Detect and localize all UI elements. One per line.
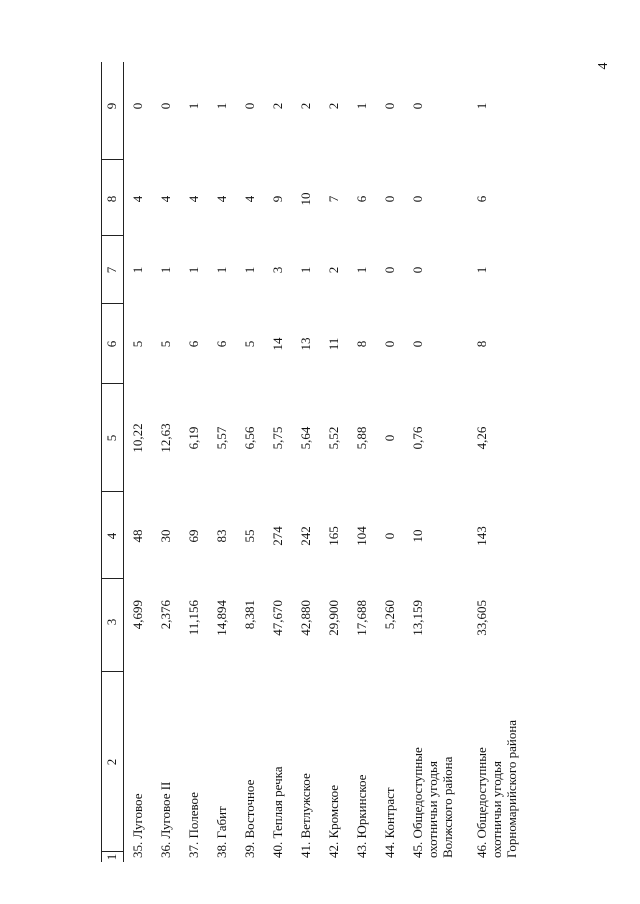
cell-col4: 48	[130, 529, 145, 543]
cell-col7: 1	[242, 266, 257, 274]
cell-area: 13,159	[410, 600, 425, 636]
cell-col9: 0	[410, 102, 425, 110]
cell-col5: 4,26	[474, 426, 489, 450]
cell-area: 14,894	[214, 600, 229, 636]
cell-col6: 14	[270, 337, 285, 351]
cell-col8: 6	[354, 195, 369, 203]
table-top-border	[101, 62, 102, 862]
row-name: 37. Полевое	[186, 792, 201, 858]
table-row	[474, 62, 519, 862]
cell-col8: 4	[186, 195, 201, 203]
cell-area: 4,699	[130, 600, 145, 630]
rotated-table	[101, 62, 640, 862]
cell-col7: 1	[214, 266, 229, 274]
cell-col9: 0	[158, 102, 173, 110]
cell-col4: 30	[158, 529, 173, 543]
cell-col5: 10,22	[130, 423, 145, 453]
cell-col7: 2	[326, 266, 341, 274]
table-row	[214, 62, 229, 862]
cell-area: 8,381	[242, 600, 257, 630]
cell-col4: 83	[214, 529, 229, 543]
table-row	[186, 62, 201, 862]
cell-col5: 5,75	[270, 426, 285, 450]
header-col-4: 4	[104, 532, 119, 540]
cell-col6: 0	[382, 340, 397, 348]
cell-col4: 104	[354, 526, 369, 546]
header-col-8: 8	[104, 195, 119, 203]
table-row	[270, 62, 285, 862]
cell-col5: 0	[382, 434, 397, 442]
cell-area: 47,670	[270, 600, 285, 636]
header-column-divider	[101, 235, 123, 236]
cell-col5: 0,76	[410, 426, 425, 450]
cell-area: 29,900	[326, 600, 341, 636]
header-col-1: 1	[104, 853, 119, 861]
row-name: 45. Общедоступные охотничьи угодья Волжского района	[410, 747, 455, 858]
cell-col8: 6	[474, 195, 489, 203]
cell-col9: 2	[270, 102, 285, 110]
row-name: 46. Общедоступные охотничьи угодья Горномарийского района	[474, 719, 519, 858]
header-col-3: 3	[104, 618, 119, 626]
header-col-5: 5	[104, 434, 119, 442]
header-col-7: 7	[104, 266, 119, 274]
cell-col9: 2	[326, 102, 341, 110]
cell-col4: 274	[270, 526, 285, 546]
header-col-9: 9	[104, 102, 119, 110]
cell-col5: 12,63	[158, 423, 173, 453]
row-name: 38. Габит	[214, 806, 229, 858]
cell-col8: 4	[158, 195, 173, 203]
cell-area: 33,605	[474, 600, 489, 636]
cell-col5: 5,64	[298, 426, 313, 450]
header-column-divider	[101, 851, 123, 852]
header-col-6: 6	[104, 340, 119, 348]
cell-col5: 6,56	[242, 426, 257, 450]
cell-col4: 165	[326, 526, 341, 546]
header-column-divider	[101, 383, 123, 384]
row-name: 39. Восточное	[242, 779, 257, 858]
cell-area: 2,376	[158, 600, 173, 630]
cell-col7: 0	[410, 266, 425, 274]
cell-col9: 1	[186, 102, 201, 110]
table-row	[354, 62, 369, 862]
cell-col7: 1	[298, 266, 313, 274]
table-row	[242, 62, 257, 862]
row-name: 41. Ветлужское	[298, 773, 313, 858]
cell-col9: 0	[382, 102, 397, 110]
row-name: 36. Луговое II	[158, 781, 173, 858]
header-column-divider	[101, 671, 123, 672]
cell-col8: 7	[326, 195, 341, 203]
cell-area: 5,260	[382, 600, 397, 630]
cell-col7: 1	[130, 266, 145, 274]
cell-area: 11,156	[186, 600, 201, 636]
cell-col8: 4	[242, 195, 257, 203]
cell-col6: 11	[326, 337, 341, 351]
header-bottom-border	[123, 62, 124, 862]
cell-col8: 4	[214, 195, 229, 203]
header-column-divider	[101, 303, 123, 304]
cell-col8: 10	[298, 192, 313, 206]
cell-col8: 0	[382, 195, 397, 203]
cell-col7: 1	[186, 266, 201, 274]
cell-col9: 0	[242, 102, 257, 110]
cell-col4: 55	[242, 529, 257, 543]
cell-col6: 0	[410, 340, 425, 348]
cell-col9: 0	[130, 102, 145, 110]
cell-col7: 1	[474, 266, 489, 274]
table-row	[326, 62, 341, 862]
cell-col6: 5	[242, 340, 257, 348]
table-row	[410, 62, 455, 862]
cell-col6: 5	[130, 340, 145, 348]
cell-col6: 8	[354, 340, 369, 348]
cell-col4: 10	[410, 529, 425, 543]
table-row	[130, 62, 145, 862]
cell-area: 17,688	[354, 600, 369, 636]
cell-col7: 0	[382, 266, 397, 274]
cell-col5: 5,52	[326, 426, 341, 450]
cell-col9: 2	[298, 102, 313, 110]
cell-col5: 5,57	[214, 426, 229, 450]
table-row	[158, 62, 173, 862]
cell-col7: 1	[354, 266, 369, 274]
cell-col6: 8	[474, 340, 489, 348]
cell-col5: 6,19	[186, 426, 201, 450]
cell-col5: 5,88	[354, 426, 369, 450]
cell-col4: 143	[474, 526, 489, 546]
cell-col6: 5	[158, 340, 173, 348]
cell-col8: 9	[270, 195, 285, 203]
cell-col4: 69	[186, 529, 201, 543]
cell-col7: 3	[270, 266, 285, 274]
header-column-divider	[101, 159, 123, 160]
table-row	[298, 62, 313, 862]
cell-col4: 242	[298, 526, 313, 546]
header-column-divider	[101, 491, 123, 492]
cell-col6: 6	[214, 340, 229, 348]
cell-area: 42,880	[298, 600, 313, 636]
row-name: 43. Юркинское	[354, 774, 369, 858]
cell-col7: 1	[158, 266, 173, 274]
cell-col9: 1	[214, 102, 229, 110]
row-name: 42. Кромское	[326, 784, 341, 858]
cell-col6: 13	[298, 337, 313, 351]
cell-col8: 0	[410, 195, 425, 203]
cell-col9: 1	[354, 102, 369, 110]
page-number: 4	[596, 62, 611, 70]
cell-col9: 1	[474, 102, 489, 110]
cell-col8: 4	[130, 195, 145, 203]
row-name: 40. Теплая речка	[270, 766, 285, 858]
header-col-2: 2	[104, 758, 119, 766]
row-name: 35. Луговое	[130, 793, 145, 858]
cell-col6: 6	[186, 340, 201, 348]
cell-col4: 0	[382, 532, 397, 540]
row-name: 44. Контраст	[382, 787, 397, 858]
header-column-divider	[101, 578, 123, 579]
table-row	[382, 62, 397, 862]
